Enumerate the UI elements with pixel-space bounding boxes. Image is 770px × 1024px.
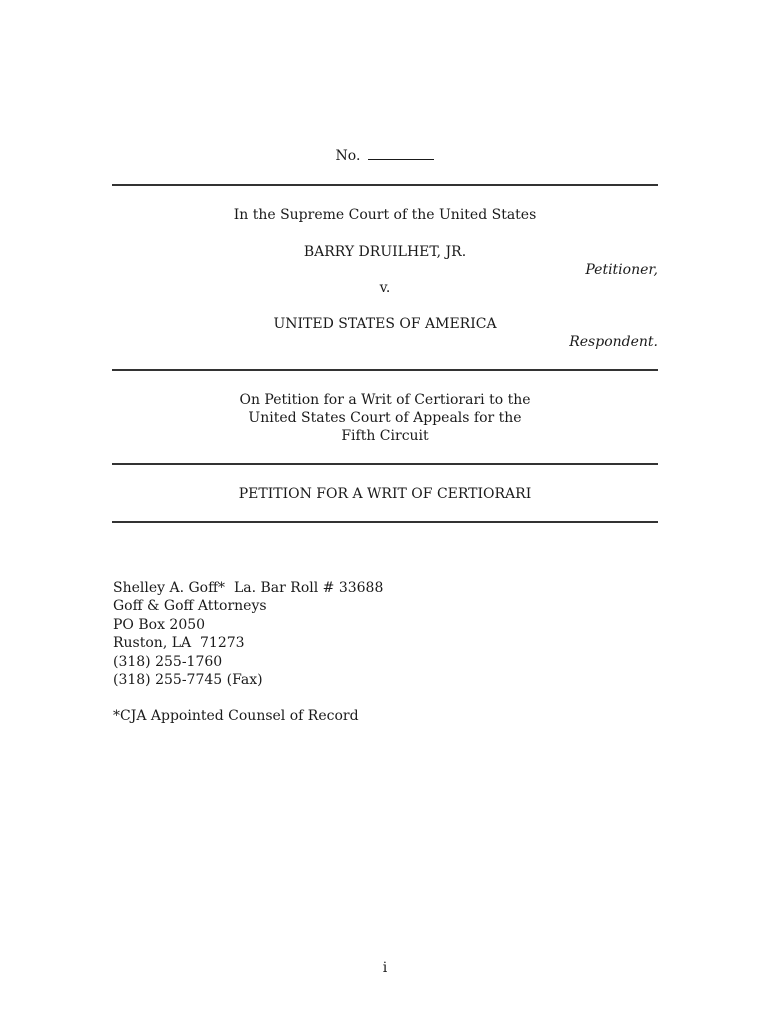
counsel-fax-line: (318) 255-7745 (Fax) [113,672,263,689]
top-rule [112,184,658,186]
petitioner-role: Petitioner, [585,262,658,278]
title-bottom-rule [112,521,658,523]
counsel-firm-line: Goff & Goff Attorneys [113,598,267,615]
counsel-phone-line: (318) 255-1760 [113,653,223,670]
origin-bottom-rule [112,463,658,465]
versus-label: v. [379,280,391,296]
counsel-address-line: PO Box 2050 [113,616,206,633]
petition-origin-line: On Petition for a Writ of Certiorari to the [239,392,531,408]
page-number: i [382,960,388,976]
petition-origin-line: United States Court of Appeals for the [248,410,522,426]
caption-bottom-rule [112,369,658,371]
docket-blank-line [368,147,434,160]
respondent-name: UNITED STATES OF AMERICA [273,316,497,332]
petition-origin [112,391,658,445]
counsel-name-line: Shelley A. Goff* La. Bar Roll # 33688 [113,580,384,596]
counsel-block [113,579,383,689]
counsel-footnote: *CJA Appointed Counsel of Record [113,708,359,724]
court-name: In the Supreme Court of the United States [233,207,537,223]
petition-origin-line: Fifth Circuit [341,428,429,444]
docket-label: No. [335,148,361,164]
docket-number [112,147,658,165]
counsel-city-line: Ruston, LA 71273 [113,635,245,652]
respondent-role: Respondent. [569,334,658,350]
petitioner-name: BARRY DRUILHET, JR. [303,244,467,260]
document-title: PETITION FOR A WRIT OF CERTIORARI [238,486,532,502]
